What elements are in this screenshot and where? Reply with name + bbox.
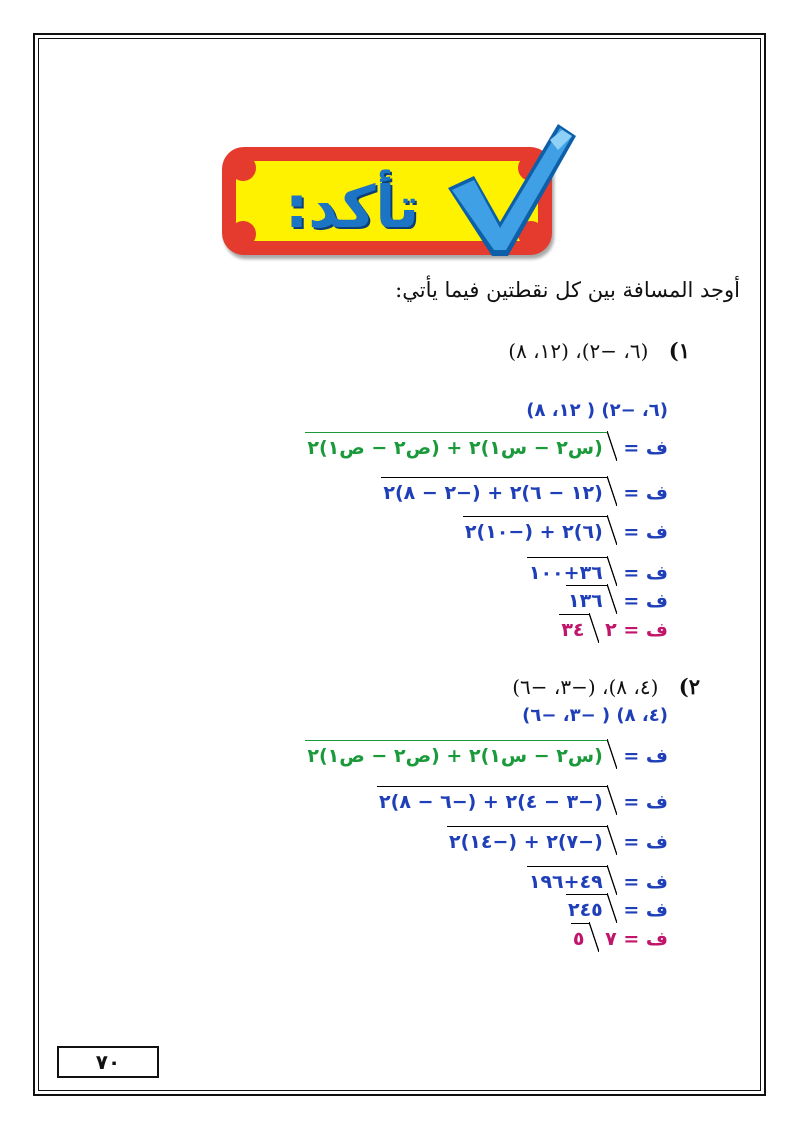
banner-corner-bl <box>230 221 256 247</box>
p2-step-3-lhs: ف = <box>623 831 668 853</box>
p1-step-3 <box>463 516 668 546</box>
p2-step-5 <box>566 894 668 924</box>
p1-step-3-radicand: (٦)٢ + (−١٠)٢ <box>463 516 607 547</box>
p2-step-1 <box>305 740 668 770</box>
problem-1-given-points: (٦، −٢) ( ١٢، ٨) <box>526 400 668 421</box>
p2-step-5-lhs: ف = <box>623 899 668 921</box>
p1-answer-lhs: ف = ٢ <box>605 619 668 641</box>
p2-step-3 <box>447 826 668 856</box>
banner-title: تأكد: <box>285 173 419 241</box>
p2-step-1-radicand: (س٢ − س١)٢ + (ص٢ − ص١)٢ <box>305 740 606 771</box>
p1-step-1-radicand: (س٢ − س١)٢ + (ص٢ − ص١)٢ <box>305 432 606 463</box>
problem-1-number: ١) <box>668 338 690 363</box>
p1-step-1-lhs: ف = <box>623 437 668 459</box>
p1-step-3-lhs: ف = <box>623 521 668 543</box>
p1-step-2 <box>381 477 668 507</box>
page-number: ٧٠ <box>57 1046 159 1078</box>
p1-step-1 <box>305 432 668 462</box>
p2-step-4-radicand: ٤٩+١٩٦ <box>527 866 607 897</box>
instruction-text: أوجد المسافة بين كل نقطتين فيما يأتي: <box>395 278 740 302</box>
banner-corner-tl <box>230 155 256 181</box>
p2-step-1-lhs: ف = <box>623 745 668 767</box>
problem-2-given-points: (٤، ٨) ( −٣، −٦) <box>522 705 668 726</box>
p2-step-3-radicand: (−٧)٢ + (−١٤)٢ <box>447 826 607 857</box>
p2-step-2-lhs: ف = <box>623 791 668 813</box>
problem-2-statement <box>512 674 700 699</box>
problem-1-statement <box>508 338 690 363</box>
p2-answer <box>571 923 668 953</box>
p2-step-4 <box>527 866 668 896</box>
p1-step-2-lhs: ف = <box>623 482 668 504</box>
p2-answer-lhs: ف = ٧ <box>605 928 668 950</box>
p1-step-4 <box>527 557 668 587</box>
p2-step-2 <box>377 786 668 816</box>
p2-step-2-radicand: (−٣ − ٤)٢ + (−٦ − ٨)٢ <box>377 786 607 817</box>
p2-step-4-lhs: ف = <box>623 871 668 893</box>
p1-answer <box>559 614 668 644</box>
problem-2-number: ٢) <box>678 674 700 699</box>
p1-answer-radicand: ٣٤ <box>559 614 588 645</box>
p2-step-5-radicand: ٢٤٥ <box>566 894 607 925</box>
problem-1-points: (٦، −٢)، (١٢، ٨) <box>508 339 649 363</box>
p1-step-4-lhs: ف = <box>623 562 668 584</box>
problem-2-points: (٤، ٨)، (−٣، −٦) <box>512 675 659 699</box>
p1-step-5 <box>566 585 668 615</box>
p1-step-5-lhs: ف = <box>623 590 668 612</box>
p1-step-2-radicand: (١٢ − ٦)٢ + (−٢ − ٨)٢ <box>381 477 606 508</box>
p1-step-5-radicand: ١٣٦ <box>566 585 607 616</box>
checkmark-icon <box>430 110 580 260</box>
p1-step-4-radicand: ٣٦+١٠٠ <box>527 557 607 588</box>
p2-answer-radicand: ٥ <box>571 923 589 954</box>
